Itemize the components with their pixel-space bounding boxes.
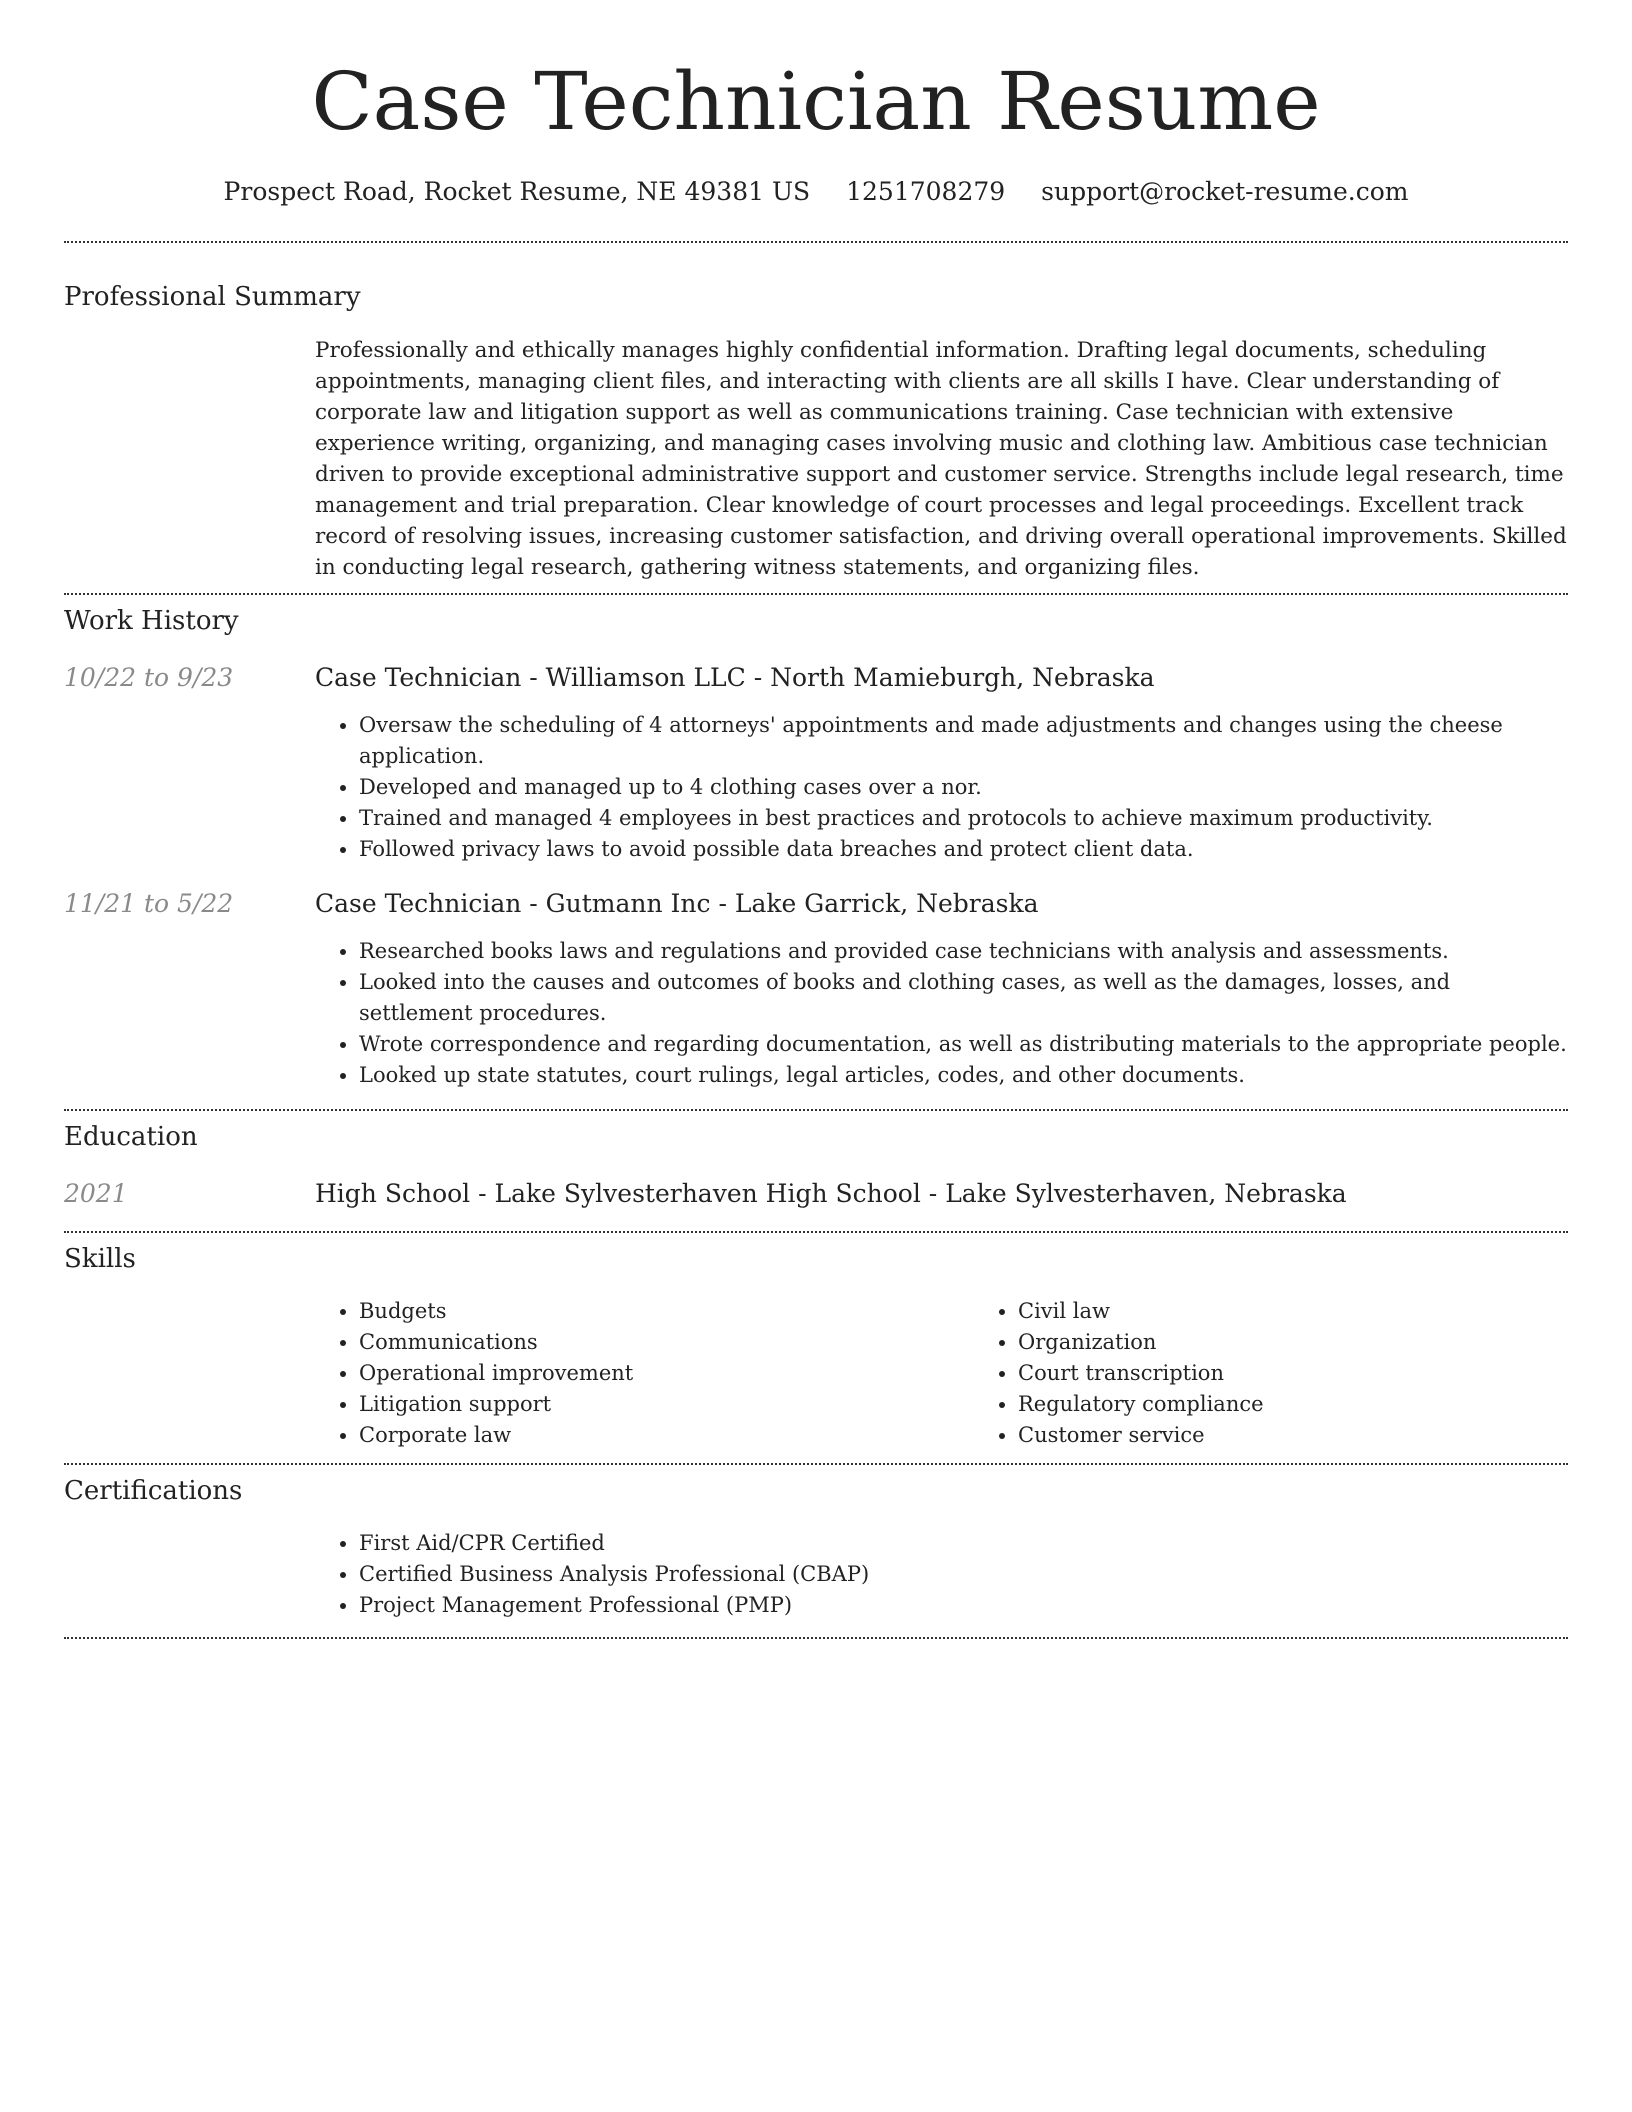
job-bullets <box>315 936 1568 1091</box>
education-date: 2021 <box>64 1179 128 1208</box>
job-dates: 11/21 to 5/22 <box>64 889 234 918</box>
list-item: • Followed privacy laws to avoid possible data breaches and protect client data. <box>359 834 1568 865</box>
section-work-history <box>64 605 1568 1091</box>
list-item: • First Aid/CPR Certified <box>359 1528 1568 1559</box>
list-item: • Researched books laws and regulations and provided case technicians with analysis and assessments. <box>359 936 1568 967</box>
list-item: • Budgets <box>359 1296 974 1327</box>
list-item: • Certified Business Analysis Professional (CBAP) <box>359 1559 1568 1590</box>
divider-work <box>64 1109 1568 1111</box>
contact-line <box>64 176 1568 208</box>
list-item: • Court transcription <box>1018 1358 1632 1389</box>
list-item: • Regulatory compliance <box>1018 1389 1632 1420</box>
skills-grid <box>315 1296 1568 1451</box>
list-item: • Looked into the causes and outcomes of books and clothing cases, as well as the damages, losses, and settlement procedures. <box>359 967 1568 1029</box>
list-item: • Trained and managed 4 employees in best practices and protocols to achieve maximum productivity. <box>359 803 1568 834</box>
divider-summary <box>64 593 1568 595</box>
list-item: • Communications <box>359 1327 974 1358</box>
list-item: • Organization <box>1018 1327 1632 1358</box>
section-heading-certifications: Certifications <box>64 1476 243 1506</box>
section-education <box>64 1121 1568 1210</box>
contact-email: support@rocket-resume.com <box>1041 177 1409 206</box>
section-certifications <box>64 1475 1568 1621</box>
section-heading-education: Education <box>64 1122 198 1152</box>
list-item: • Wrote correspondence and regarding documentation, as well as distributing materials to the appropriate people. <box>359 1029 1568 1060</box>
job-title: Case Technician - Williamson LLC - North Mamieburgh, Nebraska <box>315 663 1155 692</box>
list-item: • Developed and managed up to 4 clothing cases over a nor. <box>359 772 1568 803</box>
summary-text: Professionally and ethically manages highly confidential information. Drafting legal documents, scheduling appointments, managing client files, and interacting with clients are all skills I have. Clear understanding of corporate law and litigation support as well as communications training. Case technician with extensive experience writing, organizing, and managing cases involving music and clothing law. Ambitious case technician driven to provide exceptional administrative support and customer service. Strengths include legal research, time management and trial preparation. Clear knowledge of court processes and legal proceedings. Excellent track record of resolving issues, increasing customer satisfaction, and driving overall operational improvements. Skilled in conducting legal research, gathering witness statements, and organizing files. <box>315 338 1567 580</box>
contact-address: Prospect Road, Rocket Resume, NE 49381 US <box>223 177 811 206</box>
section-summary <box>64 281 1568 583</box>
job-dates: 10/22 to 9/23 <box>64 663 234 692</box>
list-item: • Operational improvement <box>359 1358 974 1389</box>
section-heading-summary: Professional Summary <box>64 282 361 312</box>
section-heading-skills: Skills <box>64 1244 136 1274</box>
divider-header <box>64 241 1568 243</box>
skills-list-left <box>315 1296 974 1451</box>
resume-title: Case Technician Resume <box>311 55 1321 148</box>
list-item: • Looked up state statutes, court rulings, legal articles, codes, and other documents. <box>359 1060 1568 1091</box>
list-item: • Litigation support <box>359 1389 974 1420</box>
section-heading-work: Work History <box>64 606 239 636</box>
list-item: • Corporate law <box>359 1420 974 1451</box>
education-title: High School - Lake Sylvesterhaven High School - Lake Sylvesterhaven, Nebraska <box>315 1179 1347 1208</box>
list-item: • Oversaw the scheduling of 4 attorneys' appointments and made adjustments and changes using the cheese application. <box>359 710 1568 772</box>
job-entry <box>64 662 1568 865</box>
list-item: • Project Management Professional (PMP) <box>359 1590 1568 1621</box>
skills-list-right <box>974 1296 1632 1451</box>
certifications-list <box>315 1528 1568 1621</box>
job-bullets <box>315 710 1568 865</box>
contact-phone: 1251708279 <box>846 177 1006 206</box>
section-skills <box>64 1243 1568 1451</box>
divider-skills <box>64 1463 1568 1465</box>
list-item: • Customer service <box>1018 1420 1632 1451</box>
job-entry <box>64 888 1568 1091</box>
divider-certifications <box>64 1637 1568 1639</box>
divider-education <box>64 1231 1568 1233</box>
resume-page <box>64 0 1568 1639</box>
education-entry <box>64 1178 1568 1210</box>
job-title: Case Technician - Gutmann Inc - Lake Garrick, Nebraska <box>315 889 1039 918</box>
list-item: • Civil law <box>1018 1296 1632 1327</box>
